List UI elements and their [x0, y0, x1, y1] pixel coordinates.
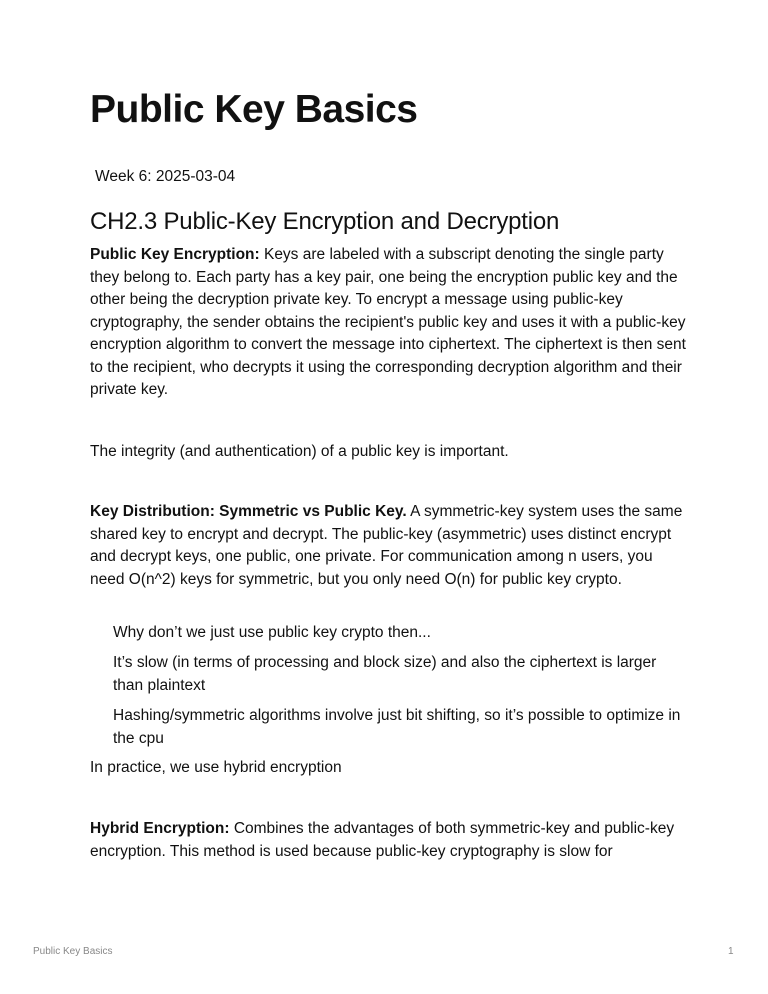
paragraph-text: A symmetric-key system uses the same shared key to encrypt and decrypt. The public-key (asymmetric) uses distinct encrypt and decrypt keys, one public, one private. For communication among n users, you need O(n^2) keys for symmetric, but you only need O(n) for public key crypto. — [90, 503, 683, 588]
paragraph-hybrid-practice: In practice, we use hybrid encryption — [90, 759, 342, 776]
paragraph-integrity: The integrity (and authentication) of a public key is important. — [90, 443, 509, 460]
paragraph-text: Keys are labeled with a subscript denoting the single party they belong to. Each party has a key pair, one being the encryption public key and the other being the decryption private key. To encrypt a message using public-key cryptography, the sender obtains the recipient's public key and uses it with a public-key encryption algorithm to convert the message into ciphertext. The ciphertext is then sent to the recipient, who decrypts it using the corresponding decryption algorithm and their private key. — [90, 246, 686, 398]
footer-page-number: 1 — [728, 946, 734, 957]
indented-note-3: Hashing/symmetric algorithms involve just bit shifting, so it’s possible to optimize in the cpu — [113, 707, 681, 747]
indented-note-2: It’s slow (in terms of processing and block size) and also the ciphertext is larger than plaintext — [113, 654, 657, 694]
paragraph-text: Combines the advantages of both symmetric-key and public-key encryption. This method is used because public-key cryptography is slow for — [90, 820, 675, 860]
paragraph-public-key-encryption — [90, 244, 690, 402]
paragraph-lead: Key Distribution: Symmetric vs Public Key. — [90, 503, 407, 520]
paragraph-key-distribution — [90, 501, 690, 591]
footer-doc-title: Public Key Basics — [33, 946, 113, 957]
section-heading: CH2.3 Public-Key Encryption and Decryption — [90, 208, 560, 235]
page-title: Public Key Basics — [90, 88, 418, 131]
paragraph-hybrid-encryption — [90, 818, 690, 863]
paragraph-lead: Hybrid Encryption: — [90, 820, 230, 837]
date-line: Week 6: 2025-03-04 — [95, 168, 236, 185]
indented-note-1: Why don’t we just use public key crypto then... — [113, 624, 431, 641]
paragraph-lead: Public Key Encryption: — [90, 246, 260, 263]
